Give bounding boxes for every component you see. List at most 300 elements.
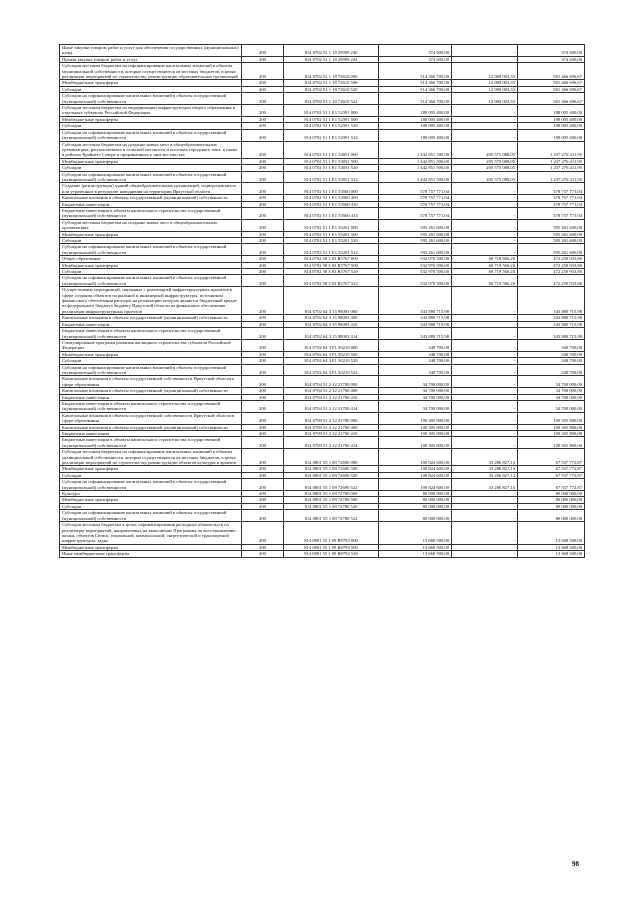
- table-row: [60, 449, 585, 466]
- page-number: 98: [572, 860, 579, 868]
- row-name: Бюджетные инвестиции: [60, 431, 242, 437]
- row-assigned: 514 366 700,00: [379, 93, 452, 105]
- row-assigned: 514 366 700,00: [379, 63, 452, 80]
- table-row: [60, 364, 585, 376]
- row-code: 814 0702 64 3 15 98003 410: [284, 321, 379, 327]
- row-name: Субсидии местным бюджетам на создание новых мест в общеобразовательных организациях: [60, 219, 242, 231]
- row-assigned: 100 305 800,00: [379, 412, 452, 424]
- row-code: 814 0702 51 1 Е1 53051 520: [284, 165, 379, 171]
- row-assigned: 348 700,00: [379, 351, 452, 357]
- row-kind: 200: [242, 141, 284, 158]
- row-code: 814 0704 51 2 12 21700 414: [284, 400, 379, 412]
- row-remainder: 34 700 000,00: [518, 394, 585, 400]
- row-remainder: 348 700,00: [518, 351, 585, 357]
- row-assigned: 188 005 400,00: [379, 123, 452, 129]
- row-code: 814 0709 51 2 12 21700 410: [284, 431, 379, 437]
- row-kind: 200: [242, 388, 284, 394]
- row-name: Создание (реконструкция) зданий общеобразовательных организаций, подвергнувшихся или утраченных в результате наводнения на территории Иркутской области: [60, 183, 242, 195]
- row-assigned: 532 970 500,00: [379, 275, 452, 287]
- row-executed: -: [452, 321, 518, 327]
- row-name: Субсидии местным бюджетам в целях софинансирования расходных обязательств по реализации мероприятий, направленных на выполнение Программы по восстановлению жилья, объектов Сюиск, социальной, коммунальной, энергетической и транспортной инфраструктуры, ладно: [60, 522, 242, 545]
- row-code: 814 0702 51 1 Е1 52391 000: [284, 105, 379, 117]
- row-remainder: 100 305 800,00: [518, 437, 585, 449]
- row-executed: -: [452, 491, 518, 497]
- row-assigned: 374 600,00: [379, 56, 452, 62]
- row-name: Субсидии: [60, 86, 242, 92]
- row-name: Субсидии на софинансирование капитальных вложений в объекты государственной (муниципальной) собственности: [60, 129, 242, 141]
- row-code: 814 0702 64 3 15 98003 414: [284, 328, 379, 340]
- row-remainder: 501 466 696,67: [518, 63, 585, 80]
- row-code: 814 0801 55 1 09 72690 000: [284, 449, 379, 466]
- row-kind: 200: [242, 466, 284, 472]
- row-code: 814 0702 58 3 03 R5767 500: [284, 262, 379, 268]
- row-remainder: 374 600,00: [518, 45, 585, 57]
- row-code: 814 0702 51 1 Е1 53560 410: [284, 201, 379, 207]
- row-executed: -: [452, 522, 518, 545]
- row-executed: 60 719 566,20: [452, 262, 518, 268]
- row-executed: -: [452, 231, 518, 237]
- row-executed: -: [452, 238, 518, 244]
- row-executed: -: [452, 364, 518, 376]
- row-name: Межбюджетные трансферты: [60, 497, 242, 503]
- row-kind: 200: [242, 522, 284, 545]
- row-code: 814 0702 64 3 F1 50210 522: [284, 364, 379, 376]
- row-remainder: 13 668 500,00: [518, 522, 585, 545]
- row-remainder: 348 700,00: [518, 339, 585, 351]
- row-kind: 200: [242, 351, 284, 357]
- row-executed: -: [452, 45, 518, 57]
- row-remainder: 501 466 696,67: [518, 93, 585, 105]
- row-code: 814 0702 51 1 18 29999 240: [284, 45, 379, 57]
- row-kind: 200: [242, 262, 284, 268]
- table-row: [60, 339, 585, 351]
- row-code: 814 0702 58 3 03 R5767 000: [284, 256, 379, 262]
- row-name: Межбюджетные трансферты: [60, 466, 242, 472]
- row-name: Стимулирование программ развития жилищного строительства субъектов Российской Федерации: [60, 339, 242, 351]
- row-assigned: 188 005 400,00: [379, 105, 452, 117]
- row-code: 814 0801 55 1 09 72690 520: [284, 472, 379, 478]
- row-executed: -: [452, 315, 518, 321]
- row-name: Субсидии на софинансирование капитальных вложений в объекты государственной (муниципальной) собственности: [60, 171, 242, 183]
- row-kind: 200: [242, 195, 284, 201]
- row-name: Капитальные вложения в объекты государственной собственности Иркутской области в сфере образования: [60, 412, 242, 424]
- row-executed: -: [452, 56, 518, 62]
- row-kind: 200: [242, 256, 284, 262]
- table-row: [60, 105, 585, 117]
- row-remainder: 80 000 000,00: [518, 497, 585, 503]
- row-assigned: 100 305 800,00: [379, 424, 452, 430]
- row-kind: 200: [242, 497, 284, 503]
- row-code: 814 0709 51 2 12 21700 000: [284, 412, 379, 424]
- row-executed: -: [452, 424, 518, 430]
- row-executed: -: [452, 376, 518, 388]
- row-assigned: 343 880 715,98: [379, 321, 452, 327]
- row-remainder: 34 700 000,00: [518, 388, 585, 394]
- row-code: 814 0702 64 3 15 98003 400: [284, 315, 379, 321]
- row-remainder: 595 261 600,00: [518, 244, 585, 256]
- row-remainder: 188 005 400,00: [518, 129, 585, 141]
- row-remainder: 67 537 772,87: [518, 472, 585, 478]
- row-kind: 200: [242, 510, 284, 522]
- row-assigned: 343 880 715,98: [379, 287, 452, 315]
- row-name: Субсидии на софинансирование капитальных вложений в объекты государственной (муниципальной) собственности: [60, 479, 242, 491]
- row-remainder: 1 237 276 411,95: [518, 165, 585, 171]
- table-row: [60, 141, 585, 158]
- row-assigned: 595 261 600,00: [379, 238, 452, 244]
- row-remainder: 472 250 933,80: [518, 269, 585, 275]
- row-code: 814 0801 55 1 09 R8793 500: [284, 544, 379, 550]
- row-name: Субсидии местным бюджетам на модернизацию инфраструктуры общего образования в отдельных субъектах Российской Федерации: [60, 105, 242, 117]
- row-executed: -: [452, 244, 518, 256]
- row-code: 814 0801 55 1 09 72690 500: [284, 466, 379, 472]
- table-row: [60, 63, 585, 80]
- row-kind: 200: [242, 491, 284, 497]
- row-kind: 200: [242, 328, 284, 340]
- row-code: 814 0801 55 1 09 72780 500: [284, 497, 379, 503]
- row-executed: 33 286 827,13: [452, 479, 518, 491]
- row-code: 814 0801 55 1 09 72690 522: [284, 479, 379, 491]
- row-kind: 200: [242, 449, 284, 466]
- row-executed: -: [452, 510, 518, 522]
- row-assigned: 188 005 400,00: [379, 116, 452, 122]
- row-executed: 205 575 088,05: [452, 141, 518, 158]
- row-name: Бюджетные инвестиции в объекты капитального строительства государственной (муниципальной) собственности: [60, 400, 242, 412]
- row-code: 814 0704 51 2 12 21700 400: [284, 388, 379, 394]
- row-kind: 200: [242, 400, 284, 412]
- row-name: Бюджетные инвестиции: [60, 201, 242, 207]
- row-kind: 200: [242, 479, 284, 491]
- row-remainder: 378 757 771,04: [518, 183, 585, 195]
- row-code: 814 0702 64 3 F1 50210 000: [284, 339, 379, 351]
- row-assigned: 532 970 500,00: [379, 262, 452, 268]
- row-name: Субсидии: [60, 358, 242, 364]
- row-remainder: 1 237 276 411,95: [518, 141, 585, 158]
- row-assigned: 80 000 000,00: [379, 491, 452, 497]
- row-executed: -: [452, 394, 518, 400]
- row-remainder: 343 880 715,98: [518, 315, 585, 321]
- row-remainder: 374 600,00: [518, 56, 585, 62]
- row-executed: -: [452, 431, 518, 437]
- row-assigned: 1 442 851 500,00: [379, 158, 452, 164]
- row-remainder: 343 880 715,98: [518, 321, 585, 327]
- row-code: 814 0702 51 1 Е1 52391 520: [284, 123, 379, 129]
- row-remainder: 188 005 400,00: [518, 116, 585, 122]
- row-name: Субсидии на софинансирование капитальных вложений в объекты государственной (муниципальной) собственности: [60, 364, 242, 376]
- row-kind: 200: [242, 219, 284, 231]
- row-kind: 200: [242, 116, 284, 122]
- row-code: 814 0702 51 1 Е1 55201 000: [284, 219, 379, 231]
- row-name: Межбюджетные трансферты: [60, 351, 242, 357]
- row-code: 814 0702 58 3 03 R5767 520: [284, 269, 379, 275]
- row-executed: 12 900 003,33: [452, 80, 518, 86]
- row-code: 814 0702 51 1 Е1 53051 000: [284, 141, 379, 158]
- row-name: Бюджетные инвестиции в объекты капитального строительства государственной (муниципальной) собственности: [60, 207, 242, 219]
- row-remainder: 501 466 696,67: [518, 80, 585, 86]
- table-row: [60, 171, 585, 183]
- row-code: 814 0702 51 1 18 72610 500: [284, 80, 379, 86]
- row-kind: 200: [242, 207, 284, 219]
- row-kind: 200: [242, 105, 284, 117]
- row-name: Бюджетные инвестиции в объекты капитального строительства государственной (муниципальной) собственности: [60, 328, 242, 340]
- table-row: [60, 219, 585, 231]
- row-remainder: 378 757 771,04: [518, 195, 585, 201]
- row-assigned: 378 757 771,04: [379, 207, 452, 219]
- row-code: 814 0702 51 1 Е1 55201 520: [284, 238, 379, 244]
- row-assigned: 343 880 715,98: [379, 328, 452, 340]
- row-name: Капитальные вложения в объекты государственной (муниципальной) собственности: [60, 315, 242, 321]
- row-kind: 200: [242, 431, 284, 437]
- row-remainder: 188 005 400,00: [518, 123, 585, 129]
- row-kind: 200: [242, 238, 284, 244]
- table-row: [60, 437, 585, 449]
- row-kind: 200: [242, 123, 284, 129]
- row-assigned: 100 824 600,00: [379, 449, 452, 466]
- row-executed: -: [452, 544, 518, 550]
- row-code: 814 0702 51 1 Е1 55201 500: [284, 231, 379, 237]
- row-remainder: 472 250 933,80: [518, 262, 585, 268]
- row-executed: -: [452, 388, 518, 394]
- row-name: Межбюджетные трансферты: [60, 262, 242, 268]
- row-kind: 200: [242, 321, 284, 327]
- row-remainder: 100 305 800,00: [518, 412, 585, 424]
- row-kind: 200: [242, 544, 284, 550]
- row-kind: 200: [242, 80, 284, 86]
- row-assigned: 348 700,00: [379, 358, 452, 364]
- row-executed: 12 900 003,33: [452, 86, 518, 92]
- row-executed: -: [452, 497, 518, 503]
- row-assigned: 1 442 851 500,00: [379, 171, 452, 183]
- row-kind: 200: [242, 315, 284, 321]
- row-kind: 200: [242, 56, 284, 62]
- row-name: Капитальные вложения в объекты государственной собственности Иркутской области в сфере образования: [60, 376, 242, 388]
- row-remainder: 595 261 600,00: [518, 231, 585, 237]
- row-assigned: 374 600,00: [379, 45, 452, 57]
- table-row: [60, 400, 585, 412]
- row-kind: 200: [242, 231, 284, 237]
- row-executed: -: [452, 129, 518, 141]
- row-remainder: 378 757 771,04: [518, 207, 585, 219]
- row-code: 814 0702 64 3 15 98003 000: [284, 287, 379, 315]
- row-remainder: 501 466 696,67: [518, 86, 585, 92]
- row-executed: -: [452, 358, 518, 364]
- row-assigned: 348 700,00: [379, 339, 452, 351]
- row-kind: 200: [242, 183, 284, 195]
- row-assigned: 1 442 851 500,00: [379, 165, 452, 171]
- row-assigned: 514 366 700,00: [379, 86, 452, 92]
- row-kind: 200: [242, 551, 284, 557]
- row-remainder: 343 880 715,98: [518, 328, 585, 340]
- table-row: [60, 129, 585, 141]
- row-remainder: 348 700,00: [518, 358, 585, 364]
- row-kind: 200: [242, 201, 284, 207]
- row-assigned: 378 757 771,04: [379, 183, 452, 195]
- row-code: 814 0702 51 1 Е1 53560 414: [284, 207, 379, 219]
- row-remainder: 80 000 000,00: [518, 510, 585, 522]
- row-executed: -: [452, 201, 518, 207]
- row-assigned: 595 261 600,00: [379, 231, 452, 237]
- row-remainder: 80 000 000,00: [518, 503, 585, 509]
- row-code: 814 0709 51 2 12 21700 414: [284, 437, 379, 449]
- table-row: [60, 207, 585, 219]
- row-assigned: 514 366 700,00: [379, 80, 452, 86]
- row-kind: 200: [242, 424, 284, 430]
- row-assigned: 348 700,00: [379, 364, 452, 376]
- row-assigned: 532 970 500,00: [379, 256, 452, 262]
- row-kind: 200: [242, 376, 284, 388]
- row-code: 814 0801 55 1 09 72780 520: [284, 503, 379, 509]
- row-name: Субсидии: [60, 472, 242, 478]
- row-name: Культура: [60, 491, 242, 497]
- row-name: Капитальные вложения в объекты государственной (муниципальной) собственности: [60, 388, 242, 394]
- row-executed: -: [452, 183, 518, 195]
- row-kind: 200: [242, 63, 284, 80]
- row-executed: -: [452, 503, 518, 509]
- table-row: [60, 412, 585, 424]
- row-remainder: 67 537 772,87: [518, 466, 585, 472]
- row-assigned: 343 880 715,98: [379, 315, 452, 321]
- row-kind: 200: [242, 93, 284, 105]
- row-name: Субсидии: [60, 165, 242, 171]
- row-code: 814 0702 51 1 Е1 53560 400: [284, 195, 379, 201]
- row-assigned: 80 000 000,00: [379, 503, 452, 509]
- row-assigned: 532 970 500,00: [379, 269, 452, 275]
- table-row: [60, 510, 585, 522]
- row-name: Бюджетные инвестиции: [60, 321, 242, 327]
- row-kind: 200: [242, 287, 284, 315]
- row-name: Межбюджетные трансферты: [60, 80, 242, 86]
- row-code: 814 0702 51 1 Е1 53051 500: [284, 158, 379, 164]
- row-name: Субсидии местным бюджетам на софинансирование капитальных вложений в объекты муниципальной собственности, которые осуществляются из местных бюджетов, в целях реализации мероприятий по строительству, реконструкции объектов культуры и архивов: [60, 449, 242, 466]
- row-assigned: 34 700 000,00: [379, 394, 452, 400]
- table-row: [60, 93, 585, 105]
- row-executed: 60 719 566,20: [452, 256, 518, 262]
- row-code: 814 0702 51 1 18 72610 522: [284, 93, 379, 105]
- row-name: Осуществление мероприятий, связанных с реализацией инфраструктурных проектов в сфере создания объектов социальной и инженерной инфраструктуры, источником финансового обеспечения расходов на реализацию которых являются бюджетный кредит из федерального бюджета бюджету Иркутской области на финансовое обеспечение реализации инфраструктурных проектов: [60, 287, 242, 315]
- row-code: 814 0801 55 1 09 R8793 000: [284, 522, 379, 545]
- row-kind: 200: [242, 158, 284, 164]
- row-name: Субсидии на софинансирование капитальных вложений в объекты государственной (муниципальной) собственности: [60, 244, 242, 256]
- row-kind: 200: [242, 364, 284, 376]
- row-name: Субсидии на софинансирование капитальных вложений в объекты государственной (муниципальной) собственности: [60, 275, 242, 287]
- row-code: 814 0702 64 3 F1 50210 520: [284, 358, 379, 364]
- row-assigned: 100 824 600,00: [379, 472, 452, 478]
- row-executed: 205 575 088,05: [452, 158, 518, 164]
- row-remainder: 67 537 772,87: [518, 479, 585, 491]
- row-executed: -: [452, 339, 518, 351]
- row-kind: 200: [242, 503, 284, 509]
- row-executed: -: [452, 207, 518, 219]
- row-assigned: 188 005 400,00: [379, 129, 452, 141]
- table-row: [60, 183, 585, 195]
- row-code: 814 0702 51 1 Е1 53560 000: [284, 183, 379, 195]
- row-remainder: 348 700,00: [518, 364, 585, 376]
- row-executed: 205 575 088,05: [452, 165, 518, 171]
- row-executed: 33 286 827,13: [452, 472, 518, 478]
- row-name: Субсидии: [60, 269, 242, 275]
- row-assigned: 13 668 500,00: [379, 522, 452, 545]
- row-executed: -: [452, 116, 518, 122]
- row-executed: -: [452, 437, 518, 449]
- row-name: Капитальные вложения в объекты государственной (муниципальной) собственности: [60, 195, 242, 201]
- row-code: 814 0702 51 1 Е1 53051 522: [284, 171, 379, 183]
- row-executed: -: [452, 287, 518, 315]
- row-name: Иные межбюджетные трансферты: [60, 551, 242, 557]
- row-name: Субсидии: [60, 503, 242, 509]
- budget-table-body: [60, 45, 585, 558]
- row-executed: 12 900 003,33: [452, 93, 518, 105]
- table-row: [60, 328, 585, 340]
- row-kind: 200: [242, 472, 284, 478]
- table-row: [60, 522, 585, 545]
- row-name: Субсидии: [60, 238, 242, 244]
- row-code: 814 0801 55 1 09 R8793 540: [284, 551, 379, 557]
- row-assigned: 34 700 000,00: [379, 388, 452, 394]
- row-name: Субсидии: [60, 123, 242, 129]
- row-code: 814 0702 51 1 18 72610 520: [284, 86, 379, 92]
- row-kind: 200: [242, 269, 284, 275]
- row-kind: 200: [242, 129, 284, 141]
- row-remainder: 34 700 000,00: [518, 400, 585, 412]
- row-remainder: 188 005 400,00: [518, 105, 585, 117]
- row-kind: 200: [242, 275, 284, 287]
- row-name: Капитальные вложения в объекты государственной (муниципальной) собственности: [60, 424, 242, 430]
- row-name: Субсидии местным бюджетам на софинансирование капитальных вложений в объекты муниципальной собственности, которые осуществляются из местных бюджетов, в целях реализации мероприятий по строительству, реконструкции образовательных организаций: [60, 63, 242, 80]
- row-remainder: 100 305 800,00: [518, 431, 585, 437]
- row-remainder: 1 237 276 411,95: [518, 171, 585, 183]
- row-executed: 12 900 003,33: [452, 63, 518, 80]
- row-kind: 200: [242, 412, 284, 424]
- row-kind: 200: [242, 244, 284, 256]
- row-remainder: 472 250 933,80: [518, 275, 585, 287]
- row-executed: -: [452, 328, 518, 340]
- row-code: 814 0702 64 3 F1 50210 500: [284, 351, 379, 357]
- row-assigned: 595 261 600,00: [379, 219, 452, 231]
- row-assigned: 595 261 600,00: [379, 244, 452, 256]
- row-assigned: 378 757 771,04: [379, 195, 452, 201]
- row-kind: 200: [242, 165, 284, 171]
- table-row: [60, 376, 585, 388]
- row-assigned: 378 757 771,04: [379, 201, 452, 207]
- row-remainder: 595 261 600,00: [518, 238, 585, 244]
- row-assigned: 34 700 000,00: [379, 376, 452, 388]
- row-kind: 200: [242, 339, 284, 351]
- row-remainder: 80 000 000,00: [518, 491, 585, 497]
- row-kind: 200: [242, 171, 284, 183]
- row-remainder: 343 880 715,98: [518, 287, 585, 315]
- row-remainder: 13 668 500,00: [518, 551, 585, 557]
- row-code: 814 0702 51 1 18 72610 000: [284, 63, 379, 80]
- row-name: Межбюджетные трансферты: [60, 544, 242, 550]
- row-name: Межбюджетные трансферты: [60, 116, 242, 122]
- row-assigned: 100 824 600,00: [379, 479, 452, 491]
- row-remainder: 472 250 933,80: [518, 256, 585, 262]
- row-assigned: 100 824 600,00: [379, 466, 452, 472]
- table-row: [60, 551, 585, 557]
- row-executed: -: [452, 551, 518, 557]
- row-name: Общее образование: [60, 256, 242, 262]
- row-executed: -: [452, 412, 518, 424]
- row-assigned: 100 305 800,00: [379, 431, 452, 437]
- row-remainder: 67 537 772,87: [518, 449, 585, 466]
- row-code: 814 0702 51 1 Е1 55201 522: [284, 244, 379, 256]
- row-remainder: 595 261 600,00: [518, 219, 585, 231]
- table-row: [60, 479, 585, 491]
- row-executed: 60 719 566,20: [452, 269, 518, 275]
- row-executed: 33 286 827,13: [452, 449, 518, 466]
- row-assigned: 13 668 500,00: [379, 544, 452, 550]
- row-code: 814 0704 51 2 12 21700 410: [284, 394, 379, 400]
- row-name: Иные закупки товаров, работ и услуг для обеспечения государственных (муниципальных) нужд: [60, 45, 242, 57]
